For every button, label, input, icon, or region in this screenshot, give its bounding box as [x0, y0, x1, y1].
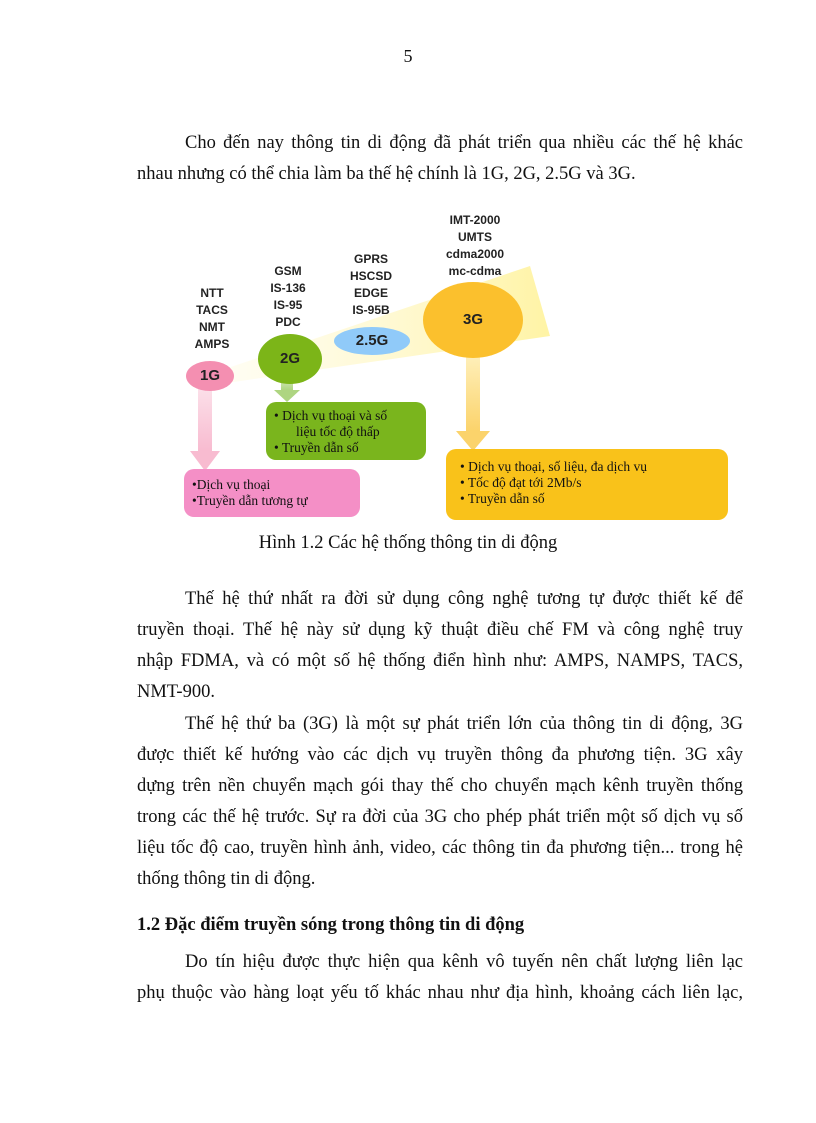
system-name: mc-cdma	[448, 264, 502, 278]
service-item: • Tốc độ đạt tới 2Mb/s	[460, 475, 582, 490]
text-line: NMT-900.	[137, 682, 215, 702]
systems-2-5g	[340, 251, 402, 319]
system-name: PDC	[275, 315, 301, 329]
services-box-3g	[446, 449, 728, 520]
text-line: Thế hệ thứ ba (3G) là một sự phát triển lớn của thông tin di động, 3G	[185, 714, 743, 734]
services-box-2g	[266, 402, 426, 460]
system-name: AMPS	[194, 337, 230, 351]
paragraph-first-generation	[137, 584, 743, 708]
text-line: truyền thoại. Thế hệ này sử dụng kỹ thuật điều chế FM và công nghệ truy	[137, 620, 743, 640]
service-item: •Dịch vụ thoại	[192, 477, 271, 492]
system-name: EDGE	[353, 286, 388, 300]
service-item: • Truyền dẫn số	[460, 491, 545, 506]
paragraph-third-generation	[137, 709, 743, 895]
text-line: trong các thế hệ trước. Sự ra đời của 3G cho phép phát triển một số dịch vụ số	[137, 807, 743, 827]
systems-2g	[258, 263, 318, 331]
system-name: UMTS	[458, 230, 492, 244]
intro-paragraph	[137, 128, 743, 190]
text-line: Do tín hiệu được thực hiện qua kênh vô tuyến nên chất lượng liên lạc	[185, 952, 743, 972]
label-1g: 1G	[199, 367, 220, 384]
section-heading: 1.2 Đặc điểm truyền sóng trong thông tin di động	[137, 915, 525, 935]
text-line: được thiết kế hướng vào các dịch vụ truyền thông đa phương tiện. 3G xây	[137, 745, 743, 765]
text-line: dựng trên nền chuyển mạch gói thay thế cho chuyển mạch kênh truyền thống	[137, 776, 743, 796]
text-line: phụ thuộc vào hàng loạt yếu tố khác nhau như địa hình, khoảng cách liên lạc,	[137, 983, 743, 1003]
system-name: IS-95	[273, 298, 303, 312]
arrow-1g-head	[190, 451, 220, 471]
text-line: thống thông tin di động.	[137, 869, 316, 889]
system-name: GPRS	[353, 252, 388, 266]
system-name: GSM	[274, 264, 302, 278]
service-item: • Dịch vụ thoại và số	[274, 408, 388, 423]
system-name: HSCSD	[349, 269, 392, 283]
text-line: liệu tốc độ cao, truyền hình ảnh, video, các thông tin đa phương tiện... trong hệ	[137, 838, 743, 858]
paragraph-propagation	[137, 947, 743, 1009]
arrow-3g	[466, 346, 480, 431]
systems-3g	[435, 212, 515, 280]
label-2-5g: 2.5G	[355, 332, 389, 349]
page-number: 5	[403, 46, 413, 66]
service-item: • Truyền dẫn số	[274, 440, 359, 455]
system-name: IS-95B	[352, 303, 390, 317]
label-3g: 3G	[462, 311, 483, 328]
service-item: liệu tốc độ thấp	[296, 424, 380, 439]
system-name: NMT	[199, 320, 225, 334]
systems-1g	[188, 285, 236, 353]
system-name: IS-136	[270, 281, 306, 295]
text-line: Thế hệ thứ nhất ra đời sử dụng công nghệ tương tự được thiết kế để	[185, 589, 743, 609]
figure-mobile-generations	[150, 206, 740, 526]
service-item: •Truyền dẫn tương tự	[192, 493, 308, 508]
text-line: Cho đến nay thông tin di động đã phát triển qua nhiều các thế hệ khác	[185, 133, 743, 153]
service-item: • Dịch vụ thoại, số liệu, đa dịch vụ	[460, 459, 647, 474]
arrow-2g-head	[274, 390, 300, 402]
system-name: cdma2000	[445, 247, 505, 261]
system-name: NTT	[200, 286, 224, 300]
figure-caption: Hình 1.2 Các hệ thống thông tin di động	[258, 533, 558, 553]
text-line: nhập FDMA, và có một số hệ thống điển hình như: AMPS, NAMPS, TACS,	[137, 651, 743, 671]
arrow-1g	[198, 381, 212, 451]
arrow-3g-head	[456, 431, 490, 451]
system-name: TACS	[196, 303, 228, 317]
services-box-1g	[184, 469, 360, 517]
label-2g: 2G	[279, 350, 300, 367]
text-line: nhau nhưng có thể chia làm ba thế hệ chính là 1G, 2G, 2.5G và 3G.	[137, 164, 636, 184]
system-name: IMT-2000	[449, 213, 501, 227]
